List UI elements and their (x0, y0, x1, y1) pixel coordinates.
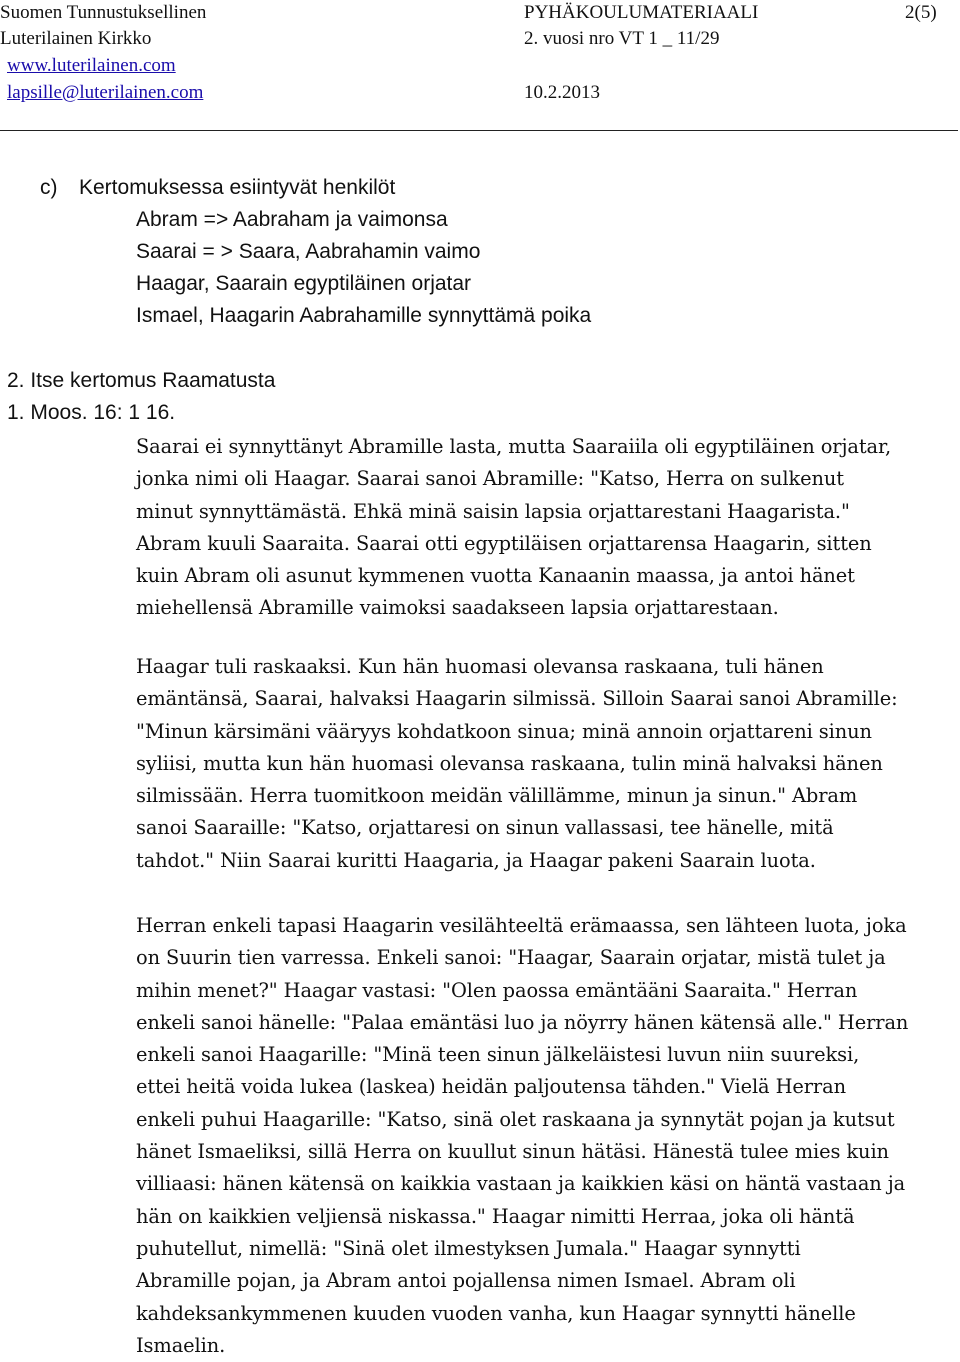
text-line: jonka nimi oli Haagar. Saarai sanoi Abramille: "Katso, Herra on sulkenut (136, 467, 844, 491)
document-header (0, 0, 960, 135)
organization-name-line1: Suomen Tunnustuksellinen (0, 2, 207, 23)
page-number: 2(5) (905, 2, 937, 23)
text-line: "Minun kärsimäni vääryys kohdatkoon sinua; minä annoin orjattareni sinun (136, 719, 872, 743)
text-line: on Suurin tien varressa. Enkeli sanoi: "Haagar, Saarain orjatar, mistä tulet ja (136, 946, 886, 970)
story-paragraph-2 (136, 651, 960, 877)
text-line: sanoi Saaraille: "Katso, orjattaresi on sinun vallassasi, tee hänelle, mitä (136, 816, 834, 840)
list-item: Abram => Aabraham ja vaimonsa (136, 208, 448, 231)
text-line: emäntänsä, Saarai, halvaksi Haagarin silmissä. Silloin Saarai sanoi Abramille: (136, 687, 898, 711)
text-line: kuin Abram oli asunut kymmenen vuotta Kanaanin maassa, ja antoi hänet (136, 564, 855, 588)
text-line: Haagar tuli raskaaksi. Kun hän huomasi olevansa raskaana, tuli hänen (136, 655, 824, 678)
text-line: Ismaelin. (136, 1333, 226, 1357)
text-line: Saarai ei synnyttänyt Abramille lasta, mutta Saaraiila oli egyptiläinen orjatar, (136, 435, 892, 458)
text-line: villiaasi: hänen kätensä on kaikkia vastaan ja kaikkien käsi on häntä vastaan ja (136, 1172, 906, 1196)
text-line: hänet Ismaeliksi, sillä Herra on kuullut sinun hätäsi. Hänestä tulee mies kuin (136, 1140, 889, 1164)
text-line: syliisi, mutta kun hän huomasi olevansa raskaana, tulin minä halvaksi hänen (136, 751, 883, 775)
text-line: hän on kaikkien veljiensä niskassa." Haagar nimitti Herraa, joka oli häntä (136, 1204, 855, 1228)
section-heading: 2. Itse kertomus Raamatusta (7, 369, 276, 392)
text-line: puhutellut, nimellä: "Sinä olet ilmestyksen Jumala." Haagar synnytti (136, 1236, 801, 1260)
persons-list (136, 204, 591, 332)
text-line: enkeli puhui Haagarille: "Katso, sinä olet raskaana ja synnytät pojan ja kutsut (136, 1107, 895, 1131)
text-line: tahdot." Niin Saarai kuritti Haagaria, ja Haagar pakeni Saarain luota. (136, 848, 816, 872)
text-line: mihin menet?" Haagar vastasi: "Olen paossa emäntääni Saaraita." Herran (136, 978, 858, 1002)
bible-story-section (7, 365, 275, 429)
section-title: Kertomuksessa esiintyvät henkilöt (79, 176, 396, 199)
list-item: Saarai = > Saara, Aabrahamin vaimo (136, 240, 481, 263)
document-date: 10.2.2013 (524, 82, 600, 103)
text-line: Abram kuuli Saaraita. Saarai otti egyptiläisen orjattarensa Haagarin, sitten (136, 531, 872, 555)
text-line: silmissään. Herra tuomitkoon meidän välillämme, minun ja sinun." Abram (136, 784, 858, 808)
text-line: Abramille pojan, ja Abram antoi pojallensa nimen Ismael. Abram oli (136, 1269, 796, 1293)
text-line: kahdeksankymmenen kuuden vuoden vanha, kun Haagar synnytti hänelle (136, 1301, 856, 1325)
list-item: Haagar, Saarain egyptiläinen orjatar (136, 272, 472, 295)
document-title: PYHÄKOULUMATERIAALI (524, 2, 759, 23)
email-link[interactable]: lapsille@luterilainen.com (7, 82, 204, 103)
text-line: minut synnyttämästä. Ehkä minä saisin lapsia orjattarestani Haagarista." (136, 499, 850, 523)
header-divider (0, 130, 958, 131)
text-line: enkeli sanoi Haagarille: "Minä teen sinun jälkeläistesi luvun niin suureksi, (136, 1043, 860, 1067)
issue-number: 2. vuosi nro VT 1 _ 11/29 (524, 28, 720, 49)
list-item: Ismael, Haagarin Aabrahamille synnyttämä poika (136, 304, 592, 327)
website-link[interactable]: www.luterilainen.com (7, 55, 176, 76)
story-paragraph-3 (136, 910, 960, 1362)
bible-reference: 1. Moos. 16: 1 16. (7, 401, 176, 424)
story-paragraph-1 (136, 431, 960, 625)
text-line: ettei heitä voida lukea (laskea) heidän paljoutensa tähden." Vielä Herran (136, 1075, 846, 1099)
organization-name-line2: Luterilainen Kirkko (0, 28, 152, 49)
text-line: Herran enkeli tapasi Haagarin vesilähteeltä erämaassa, sen lähteen luota, joka (136, 914, 907, 937)
text-line: miehellensä Abramille vaimoksi saadakseen lapsia orjattarestaan. (136, 596, 779, 620)
section-label: c) (40, 176, 58, 199)
text-line: enkeli sanoi hänelle: "Palaa emäntäsi luo ja nöyrry hänen kätensä alle." Herran (136, 1010, 909, 1034)
